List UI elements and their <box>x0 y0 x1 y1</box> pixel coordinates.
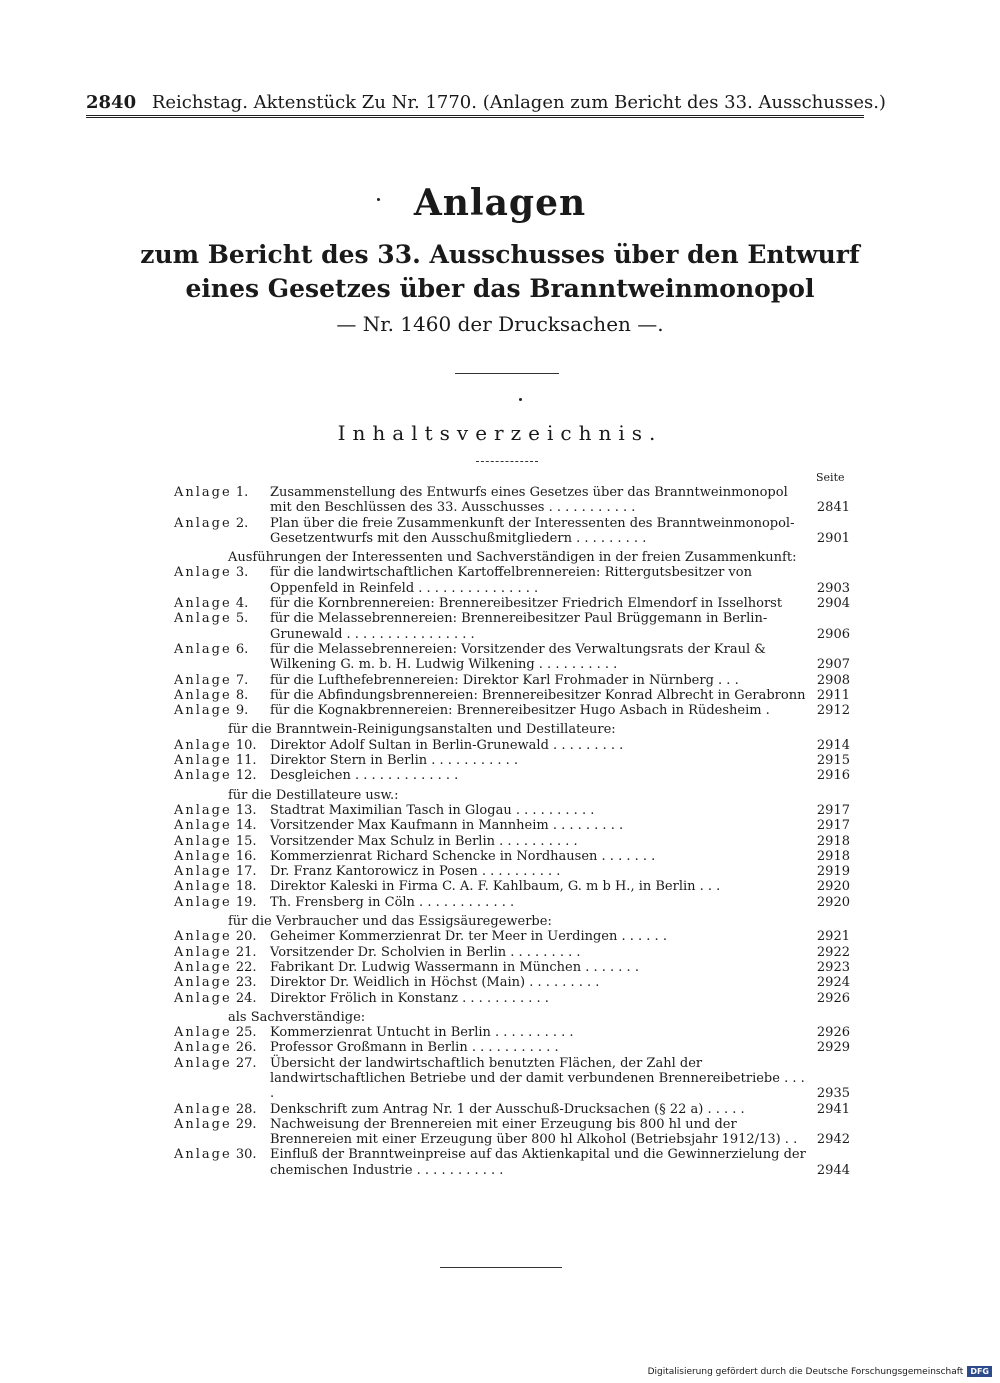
toc-anlage-word: Anlage <box>174 1116 232 1132</box>
separator-dot <box>519 398 522 401</box>
toc-entry-page: 2929 <box>816 1040 850 1056</box>
toc-anlage-word: Anlage <box>174 833 232 849</box>
toc-entry-number: 13. <box>235 802 257 818</box>
toc-entry-page: 2917 <box>816 818 850 834</box>
toc-entry-number: 25. <box>235 1025 257 1041</box>
toc-entry-page: 2920 <box>816 894 850 910</box>
toc-anlage-word: Anlage <box>174 818 232 834</box>
toc-entry-label <box>174 991 270 1006</box>
toc-entry-label <box>174 834 270 849</box>
toc-anlage-word: Anlage <box>174 879 232 895</box>
toc-entry-page: 2942 <box>816 1132 850 1148</box>
toc-entry-text: Th. Frensberg in Cöln . . . . . . . . . . . . <box>270 894 515 910</box>
toc-entry-number: 6. <box>235 641 249 657</box>
toc-entry-label <box>174 849 270 864</box>
toc-entry-number: 3. <box>235 565 249 581</box>
toc-entry-number: 10. <box>235 737 257 753</box>
toc-entry <box>174 516 850 547</box>
toc-entry-label <box>174 864 270 879</box>
toc-entry-page: 2919 <box>816 864 850 880</box>
toc-entry-label <box>174 1040 270 1055</box>
toc-entry-text: Stadtrat Maximilian Tasch in Glogau . . . . . . . . . . <box>270 802 595 818</box>
toc-entry <box>174 596 850 611</box>
toc-entry <box>174 688 850 703</box>
toc-entry-page: 2914 <box>816 737 850 753</box>
toc-entry-text: Direktor Adolf Sultan in Berlin-Grunewald . . . . . . . . . <box>270 737 624 753</box>
toc-entry-text: Plan über die freie Zusammenkunft der Interessenten des Branntweinmonopol-Gesetzentwurfs mit den Ausschußmitgliedern . . . . . . . . . <box>270 515 795 546</box>
toc-heading-rule <box>476 461 538 462</box>
toc-entry <box>174 803 850 818</box>
toc-entry <box>174 834 850 849</box>
toc-entry-label <box>174 485 270 516</box>
toc-entry-label <box>174 611 270 642</box>
toc-entry-number: 21. <box>235 944 257 960</box>
toc-entry-page: 2906 <box>816 626 850 642</box>
toc-entry-label <box>174 929 270 944</box>
toc-anlage-word: Anlage <box>174 1101 232 1117</box>
toc-entry <box>174 929 850 944</box>
toc-entry-number: 12. <box>235 768 257 784</box>
toc-entry-label <box>174 753 270 768</box>
toc-group-heading: für die Branntwein-Reinigungsanstalten und Destillateure: <box>228 722 616 738</box>
toc-entry-text: Einfluß der Branntweinpreise auf das Aktienkapital und die Gewinnerzielung der chemischen Industrie . . . . . . . . . . . <box>270 1147 806 1178</box>
toc-anlage-word: Anlage <box>174 944 232 960</box>
toc-entry-number: 29. <box>235 1116 257 1132</box>
toc-entry-number: 4. <box>235 596 249 612</box>
table-of-contents <box>174 485 850 1178</box>
footer-text: Digitalisierung gefördert durch die Deutsche Forschungsgemeinschaft <box>647 1366 964 1377</box>
toc-entry-number: 19. <box>235 894 257 910</box>
toc-entry-number: 17. <box>235 864 257 880</box>
toc-anlage-word: Anlage <box>174 641 232 657</box>
toc-entry-number: 20. <box>235 929 257 945</box>
toc-entry <box>174 1025 850 1040</box>
toc-entry-label <box>174 895 270 910</box>
toc-entry-page: 2911 <box>816 687 850 703</box>
toc-entry <box>174 642 850 673</box>
toc-entry-page: 2916 <box>816 768 850 784</box>
toc-entry-text: Dr. Franz Kantorowicz in Posen . . . . . . . . . . <box>270 864 561 880</box>
toc-entry-text: Desgleichen . . . . . . . . . . . . . <box>270 768 459 784</box>
toc-entry-text: Direktor Dr. Weidlich in Höchst (Main) . . . . . . . . . <box>270 975 600 991</box>
toc-entry-text: Direktor Kaleski in Firma C. A. F. Kahlbaum, G. m b H., in Berlin . . . <box>270 879 721 895</box>
toc-entry-page: 2907 <box>816 657 850 673</box>
toc-entry-label <box>174 768 270 783</box>
toc-entry <box>174 1117 850 1148</box>
toc-entry-page: 2923 <box>816 959 850 975</box>
toc-entry-number: 2. <box>235 515 249 531</box>
toc-anlage-word: Anlage <box>174 894 232 910</box>
toc-entry-label <box>174 1056 270 1102</box>
toc-anlage-word: Anlage <box>174 737 232 753</box>
toc-entry-number: 22. <box>235 959 257 975</box>
toc-entry-page: 2918 <box>816 833 850 849</box>
toc-anlage-word: Anlage <box>174 848 232 864</box>
toc-entry-text: Direktor Frölich in Konstanz . . . . . . . . . . . <box>270 990 549 1006</box>
toc-entry-label <box>174 738 270 753</box>
toc-anlage-word: Anlage <box>174 768 232 784</box>
running-title: Reichstag. Aktenstück Zu Nr. 1770. (Anlagen zum Bericht des 33. Ausschusses.) <box>151 92 886 113</box>
toc-anlage-word: Anlage <box>174 687 232 703</box>
toc-entry-page: 2904 <box>816 596 850 612</box>
toc-entry-label <box>174 565 270 596</box>
toc-entry-page: 2924 <box>816 975 850 991</box>
toc-entry-page: 2841 <box>816 500 850 516</box>
toc-entry-text: Direktor Stern in Berlin . . . . . . . . . . . <box>270 753 519 769</box>
toc-entry-page: 2912 <box>816 703 850 719</box>
toc-anlage-word: Anlage <box>174 596 232 612</box>
toc-entry-text: Vorsitzender Max Schulz in Berlin . . . . . . . . . . <box>270 833 578 849</box>
toc-entry-text: Fabrikant Dr. Ludwig Wassermann in München . . . . . . . <box>270 959 639 975</box>
toc-entry <box>174 753 850 768</box>
toc-entry <box>174 975 850 990</box>
toc-entry-label <box>174 1117 270 1148</box>
drucksachen-reference: — Nr. 1460 der Drucksachen —. <box>336 312 664 336</box>
toc-entry-number: 9. <box>235 703 249 719</box>
toc-entry <box>174 864 850 879</box>
toc-entry <box>174 1102 850 1117</box>
toc-entry <box>174 1056 850 1102</box>
toc-entry-number: 14. <box>235 818 257 834</box>
seite-label: Seite <box>816 471 845 484</box>
toc-heading: Inhaltsverzeichnis. <box>337 421 663 445</box>
toc-entry-text: Vorsitzender Max Kaufmann in Mannheim . . . . . . . . . <box>270 818 624 834</box>
toc-entry-label <box>174 596 270 611</box>
toc-anlage-word: Anlage <box>174 611 232 627</box>
toc-entry <box>174 960 850 975</box>
toc-entry <box>174 1147 850 1178</box>
toc-anlage-word: Anlage <box>174 485 232 500</box>
subtitle-line-1: zum Bericht des 33. Ausschusses über den Entwurf <box>140 240 860 269</box>
toc-entry-label <box>174 803 270 818</box>
toc-entry-number: 1. <box>235 485 249 500</box>
toc-entry <box>174 991 850 1006</box>
toc-entry-page: 2926 <box>816 990 850 1006</box>
toc-entry-page: 2922 <box>816 944 850 960</box>
toc-group-heading: als Sachverständige: <box>228 1009 366 1025</box>
toc-entry-number: 5. <box>235 611 249 627</box>
toc-entry-number: 27. <box>235 1055 257 1071</box>
toc-entry-text: Geheimer Kommerzienrat Dr. ter Meer in Uerdingen . . . . . . <box>270 929 667 945</box>
dfg-logo: DFG <box>967 1366 992 1377</box>
toc-group-heading: für die Destillateure usw.: <box>228 787 399 803</box>
toc-entry-text: für die Lufthefebrennereien: Direktor Karl Frohmader in Nürnberg . . . <box>270 672 739 688</box>
toc-entry-label <box>174 688 270 703</box>
toc-entry-text: für die landwirtschaftlichen Kartoffelbrennereien: Rittergutsbesitzer von Oppenfeld in Reinfeld . . . . . . . . . . . . . . . <box>270 565 752 596</box>
toc-entry-number: 8. <box>235 687 249 703</box>
toc-entry-page: 2944 <box>816 1162 850 1178</box>
toc-entry-label <box>174 1102 270 1117</box>
toc-entry-label <box>174 945 270 960</box>
toc-entry-page: 2908 <box>816 672 850 688</box>
toc-entry <box>174 738 850 753</box>
separator-rule <box>455 373 559 374</box>
toc-group-heading: für die Verbraucher und das Essigsäuregewerbe: <box>228 914 552 930</box>
toc-entry <box>174 818 850 833</box>
toc-group-heading: Ausführungen der Interessenten und Sachverständigen in der freien Zusammenkunft: <box>228 550 797 566</box>
toc-entry-label <box>174 703 270 718</box>
toc-entry-text: Zusammenstellung des Entwurfs eines Gesetzes über das Branntweinmonopol mit den Beschlüssen des 33. Ausschusses . . . . . . . . . . . <box>270 485 788 516</box>
toc-entry-page: 2926 <box>816 1025 850 1041</box>
toc-entry-label <box>174 960 270 975</box>
document-title: Anlagen <box>413 182 587 224</box>
toc-entry-label <box>174 673 270 688</box>
toc-anlage-word: Anlage <box>174 959 232 975</box>
toc-entry <box>174 849 850 864</box>
toc-entry-label <box>174 516 270 547</box>
toc-anlage-word: Anlage <box>174 1055 232 1071</box>
toc-entry-label <box>174 818 270 833</box>
toc-anlage-word: Anlage <box>174 672 232 688</box>
toc-entry-number: 15. <box>235 833 257 849</box>
toc-entry <box>174 703 850 718</box>
toc-entry <box>174 485 850 516</box>
toc-entry-page: 2918 <box>816 848 850 864</box>
toc-entry-number: 7. <box>235 672 249 688</box>
page-number: 2840 <box>86 92 137 113</box>
toc-anlage-word: Anlage <box>174 565 232 581</box>
toc-anlage-word: Anlage <box>174 703 232 719</box>
toc-entry-text: Professor Großmann in Berlin . . . . . . . . . . . <box>270 1040 559 1056</box>
toc-entry-page: 2941 <box>816 1101 850 1117</box>
toc-entry-text: für die Abfindungsbrennereien: Brennereibesitzer Konrad Albrecht in Gerabronn <box>270 687 806 703</box>
toc-entry-text: Kommerzienrat Untucht in Berlin . . . . . . . . . . <box>270 1025 574 1041</box>
toc-entry-number: 18. <box>235 879 257 895</box>
toc-entry-text: Übersicht der landwirtschaftlich benutzten Flächen, der Zahl der landwirtschaftlichen Betriebe und der damit verbundenen Brennereibetriebe . . . . <box>270 1055 805 1102</box>
toc-anlage-word: Anlage <box>174 515 232 531</box>
toc-entry-number: 24. <box>235 990 257 1006</box>
toc-entry-page: 2920 <box>816 879 850 895</box>
toc-entry-page: 2935 <box>816 1086 850 1102</box>
toc-anlage-word: Anlage <box>174 1040 232 1056</box>
toc-entry-number: 11. <box>235 753 257 769</box>
digitization-footer <box>648 1366 992 1377</box>
toc-entry-label <box>174 975 270 990</box>
toc-anlage-word: Anlage <box>174 802 232 818</box>
toc-entry-number: 26. <box>235 1040 257 1056</box>
toc-entry-text: Kommerzienrat Richard Schencke in Nordhausen . . . . . . . <box>270 848 656 864</box>
toc-entry-number: 28. <box>235 1101 257 1117</box>
toc-entry <box>174 611 850 642</box>
toc-anlage-word: Anlage <box>174 990 232 1006</box>
toc-entry <box>174 1040 850 1055</box>
toc-entry-label <box>174 642 270 673</box>
toc-entry-text: Denkschrift zum Antrag Nr. 1 der Ausschuß-Drucksachen (§ 22 a) . . . . . <box>270 1101 745 1117</box>
subtitle-line-2: eines Gesetzes über das Branntweinmonopol <box>185 274 815 303</box>
toc-entry-number: 23. <box>235 975 257 991</box>
toc-entry-text: für die Kornbrennereien: Brennereibesitzer Friedrich Elmendorf in Isselhorst <box>270 596 783 612</box>
toc-anlage-word: Anlage <box>174 1025 232 1041</box>
toc-entry-page: 2903 <box>816 580 850 596</box>
toc-entry <box>174 895 850 910</box>
toc-entry-page: 2901 <box>816 530 850 546</box>
toc-entry-number: 30. <box>235 1147 257 1163</box>
toc-entry-page: 2915 <box>816 753 850 769</box>
toc-entry <box>174 945 850 960</box>
toc-entry-text: für die Melassebrennereien: Vorsitzender des Verwaltungsrats der Kraul & Wilkening G. m. b. H. Ludwig Wilkening . . . . . . . . . . <box>270 641 766 673</box>
running-header <box>86 92 886 118</box>
toc-entry <box>174 768 850 783</box>
toc-anlage-word: Anlage <box>174 929 232 945</box>
toc-entry-label <box>174 1025 270 1040</box>
toc-entry-number: 16. <box>235 848 257 864</box>
toc-anlage-word: Anlage <box>174 753 232 769</box>
toc-anlage-word: Anlage <box>174 864 232 880</box>
toc-entry-label <box>174 879 270 894</box>
toc-entry <box>174 565 850 596</box>
toc-entry-page: 2921 <box>816 929 850 945</box>
toc-entry <box>174 673 850 688</box>
toc-entry-text: für die Kognakbrennereien: Brennereibesitzer Hugo Asbach in Rüdesheim . <box>270 703 770 719</box>
toc-entry-page: 2917 <box>816 802 850 818</box>
end-rule <box>440 1267 562 1268</box>
toc-entry-text: Nachweisung der Brennereien mit einer Erzeugung bis 800 hl und der Brennereien mit einer Erzeugung über 800 hl Alkohol (Betriebsjahr 1912/13) . . <box>270 1116 798 1148</box>
toc-anlage-word: Anlage <box>174 1147 232 1163</box>
toc-entry-label <box>174 1147 270 1178</box>
toc-entry <box>174 879 850 894</box>
title-block <box>0 182 1000 336</box>
toc-entry-text: Vorsitzender Dr. Scholvien in Berlin . . . . . . . . . <box>270 944 581 960</box>
toc-anlage-word: Anlage <box>174 975 232 991</box>
toc-entry-text: für die Melassebrennereien: Brennereibesitzer Paul Brüggemann in Berlin-Grunewald . . . . . . . . . . . . . . . . <box>270 611 768 642</box>
